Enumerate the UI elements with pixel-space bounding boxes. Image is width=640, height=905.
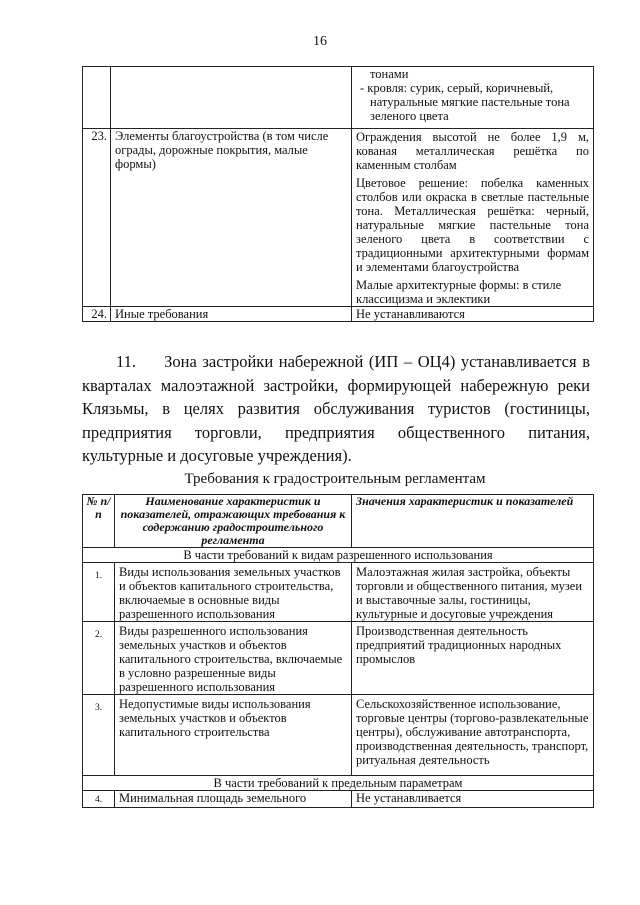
table-row [83,67,594,129]
row-value: Производственная деятельность предприятий традиционных народных промыслов [352,622,594,695]
section-heading: В части требований к видам разрешенного использования [83,548,594,563]
row-name: Минимальная площадь земельного [115,791,352,808]
section-heading: В части требований к предельным параметрам [83,776,594,791]
value-line: натуральные мягкие пастельные тона [370,95,570,109]
row-name: Иные требования [111,307,352,322]
row-value [352,67,594,129]
row-number: 4. [83,791,115,808]
table-row [83,307,594,322]
value-paragraph: Цветовое решение: побелка каменных столбов или окраска в светлые пастельные тона. Металлическая решётка: черный, натуральные мягкие пастельные тона зеленого цвета в соответствии с традиционными архитектурными формам и элементами благоустройства [356,176,589,274]
row-number [83,67,111,129]
row-name: Виды разрешенного использования земельных участков и объектов капитального строительства, включаемые в условно разрешенные виды разрешенного использования [115,622,352,695]
row-value: Не устанавливается [352,791,594,808]
paragraph-number: 11. [116,352,137,371]
requirements-table-continued [82,66,594,322]
section-row [83,548,594,563]
row-name: Элементы благоустройства (в том числе ограды, дорожные покрытия, малые формы) [111,129,352,307]
row-name [111,67,352,129]
table-row [83,563,594,622]
row-number: 1. [83,563,115,622]
row-value: Малоэтажная жилая застройка, объекты торговли и общественного питания, музеи и выставочные залы, гостиницы, культурные и досуговые учреждения [352,563,594,622]
row-name: Недопустимые виды использования земельных участков и объектов капитального строительства [115,695,352,776]
value-paragraph: Малые архитектурные формы: в стиле классицизма и эклектики [356,278,562,306]
zone-paragraph [82,350,590,468]
table-header-row [83,495,594,548]
row-value: Не устанавливаются [352,307,594,322]
value-line: тонами [370,67,409,81]
table-row [83,129,594,307]
regulations-table [82,494,594,808]
section-row [83,776,594,791]
header-value: Значения характеристик и показателей [352,495,594,548]
row-number: 24. [83,307,111,322]
header-name: Наименование характеристик и показателей, отражающих требования к содержанию градостроительного регламента [115,495,352,548]
value-line: зеленого цвета [370,109,449,123]
page-number: 16 [313,34,327,49]
row-value [352,129,594,307]
row-name: Виды использования земельных участков и объектов капитального строительства, включаемые в основные виды разрешенного использования [115,563,352,622]
row-number: 23. [83,129,111,307]
value-paragraph: Ограждения высотой не более 1,9 м, кованая металлическая решётка по каменным столбам [356,130,589,172]
row-number: 2. [83,622,115,695]
row-value: Сельскохозяйственное использование, торговые центры (торгово-развлекательные центры), обслуживание автотранспорта, производственная деятельность, транспорт, ритуальная деятельность [352,695,594,776]
value-line: - кровля: сурик, серый, коричневый, [360,81,554,95]
table-title: Требования к градостроительным регламентам [184,471,486,487]
table-row [83,695,594,776]
header-num: № п/п [83,495,115,548]
row-number: 3. [83,695,115,776]
paragraph-text: Зона застройки набережной (ИП – ОЦ4) устанавливается в кварталах малоэтажной застройки, формирующей набережную реки Клязьмы, в целях развития обслуживания туристов (гостиницы, предприятия торговли, предприятия общественного питания, культурные и досуговые учреждения). [82,352,590,465]
table-row [83,622,594,695]
table-row [83,791,594,808]
